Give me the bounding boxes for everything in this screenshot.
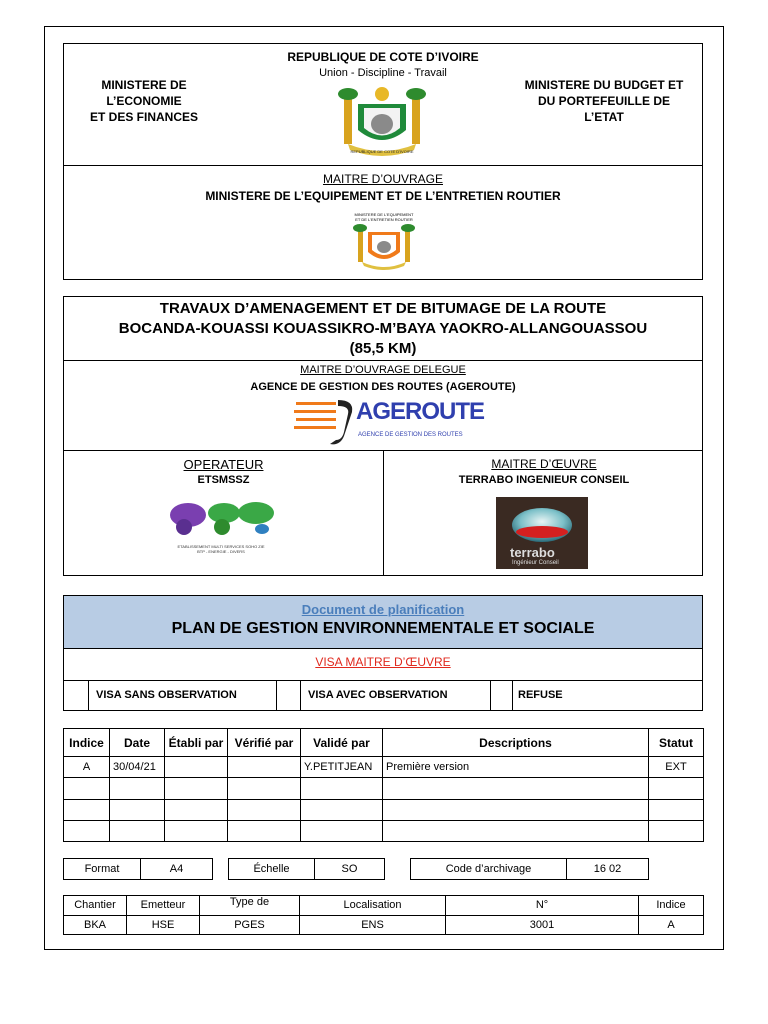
format-label: Format	[84, 863, 120, 875]
table-cell	[165, 820, 228, 841]
col-header: Vérifié par	[228, 729, 301, 757]
table-cell	[64, 799, 110, 820]
code-index: A	[639, 915, 704, 935]
col-header: Validé par	[301, 729, 383, 757]
ministry-budget: MINISTERE DU BUDGET ET DU PORTEFEUILLE DE L’ETAT	[524, 78, 684, 124]
code-number: 3001	[446, 915, 639, 935]
revisions-table	[63, 728, 703, 842]
archive-label: Code d’archivage	[445, 863, 532, 875]
scale-label-cell	[228, 858, 315, 880]
col-header: Indice	[64, 729, 110, 757]
table-cell	[64, 820, 110, 841]
codes-value-row	[64, 915, 704, 935]
svg-text:REPUBLIQUE DE COTE D'IVOIRE: REPUBLIQUE DE COTE D'IVOIRE	[350, 149, 414, 154]
table-row	[64, 799, 704, 820]
table-cell	[64, 778, 110, 799]
scale-value-cell	[314, 858, 385, 880]
document-title: PLAN DE GESTION ENVIRONNEMENTALE ET SOCIALE	[171, 620, 595, 637]
table-cell	[649, 820, 704, 841]
table-cell	[383, 820, 649, 841]
terrabo-wordmark: terrabo	[510, 545, 555, 560]
engineer-name: TERRABO INGENIEUR CONSEIL	[458, 474, 630, 486]
table-cell	[228, 778, 301, 799]
document-box	[63, 595, 703, 711]
delegate-label: MAITRE D’OUVRAGE DELEGUE	[300, 364, 466, 376]
document-type: Document de planification	[301, 602, 465, 617]
delegate-name: AGENCE DE GESTION DES ROUTES (AGEROUTE)	[250, 381, 516, 393]
terrabo-subtitle: Ingénieur Conseil	[512, 560, 559, 566]
revision-checker	[228, 757, 301, 778]
col-header: Statut	[649, 729, 704, 757]
format-value-cell	[140, 858, 213, 880]
code-site: BKA	[64, 915, 127, 935]
table-cell	[383, 799, 649, 820]
table-cell	[110, 820, 165, 841]
table-cell	[110, 799, 165, 820]
table-cell	[301, 799, 383, 820]
visa-no-observation-label: VISA SANS OBSERVATION	[96, 689, 237, 701]
scale-value: SO	[341, 863, 358, 875]
codes-header: Localisation	[300, 896, 446, 916]
revision-status: EXT	[649, 757, 704, 778]
table-cell	[649, 778, 704, 799]
code-issuer: HSE	[127, 915, 200, 935]
terrabo-logo	[496, 497, 588, 569]
revision-index: A	[64, 757, 110, 778]
col-header: Établi par	[165, 729, 228, 757]
codes-table	[63, 895, 703, 935]
format-value: A4	[169, 863, 184, 875]
codes-header: Emetteur	[127, 896, 200, 916]
col-header: Descriptions	[383, 729, 649, 757]
revision-author	[165, 757, 228, 778]
code-type: PGES	[200, 915, 300, 935]
table-cell	[383, 778, 649, 799]
ministry-economy: MINISTERE DE L’ECONOMIE ET DES FINANCES	[89, 78, 198, 124]
col-header: Date	[110, 729, 165, 757]
table-cell	[110, 778, 165, 799]
table-row	[64, 778, 704, 799]
owner-label: MAITRE D’OUVRAGE	[322, 172, 443, 186]
scale-label: Échelle	[253, 863, 290, 875]
ageroute-logo	[292, 396, 485, 448]
table-cell	[301, 820, 383, 841]
table-cell	[228, 820, 301, 841]
visa-title: VISA MAITRE D’ŒUVRE	[315, 655, 451, 669]
table-cell	[165, 778, 228, 799]
visa-options-row	[64, 680, 702, 710]
table-cell	[165, 799, 228, 820]
ageroute-wordmark: AGEROUTE	[356, 398, 485, 425]
revision-date: 30/04/21	[110, 757, 165, 778]
codes-header: Indice	[639, 896, 704, 916]
table-cell	[649, 799, 704, 820]
project-title: TRAVAUX D’AMENAGEMENT ET DE BITUMAGE DE LA ROUTE BOCANDA-KOUASSI KOUASSIKRO-M’BAYA YAOKRO-ALLANGOUASSOU (85,5 KM)	[118, 300, 648, 357]
republic-title: REPUBLIQUE DE COTE D’IVOIRE	[287, 50, 479, 64]
codes-header: Chantier	[64, 896, 127, 916]
archive-value-cell	[566, 858, 649, 880]
visa-refuse-label: REFUSE	[518, 689, 563, 701]
visa-with-observation-label: VISA AVEC OBSERVATION	[308, 689, 448, 701]
project-box	[63, 296, 703, 576]
header-box	[63, 43, 703, 280]
revisions-header-row	[64, 729, 704, 757]
codes-header: Type de	[200, 896, 300, 916]
visa-checkbox-refuse[interactable]	[490, 680, 512, 710]
national-motto: Union - Discipline - Travail	[319, 67, 447, 79]
operator-logo: ETABLISSEMENT MULTI SERVICES SOHO ZIE BTP - ENERGIE - DIVERS	[164, 497, 278, 557]
table-row	[64, 820, 704, 841]
codes-header: N°	[446, 896, 639, 916]
engineer-label: MAITRE D’ŒUVRE	[491, 457, 597, 471]
operator-label: OPERATEUR	[183, 457, 264, 472]
coat-of-arms-logo	[334, 86, 430, 158]
archive-value: 16 02	[593, 863, 622, 875]
ageroute-subtitle: AGENCE DE GESTION DES ROUTES	[358, 432, 463, 438]
table-row	[64, 757, 704, 778]
visa-checkbox-with-observation[interactable]	[276, 680, 300, 710]
archive-label-cell	[410, 858, 567, 880]
codes-header-row	[64, 896, 704, 916]
operator-name: ETSMSSZ	[197, 474, 250, 486]
visa-checkbox-no-observation[interactable]	[64, 680, 88, 710]
revision-validator: Y.PETITJEAN	[301, 757, 383, 778]
owner-name: MINISTERE DE L’EQUIPEMENT ET DE L’ENTRETIEN ROUTIER	[205, 189, 561, 203]
ministry-equipment-logo: MINISTERE DE L'EQUIPEMENT ET DE L'ENTRETIEN ROUTIER	[344, 212, 424, 276]
revision-description: Première version	[383, 757, 649, 778]
table-cell	[228, 799, 301, 820]
format-label-cell	[63, 858, 141, 880]
code-location: ENS	[300, 915, 446, 935]
table-cell	[301, 778, 383, 799]
